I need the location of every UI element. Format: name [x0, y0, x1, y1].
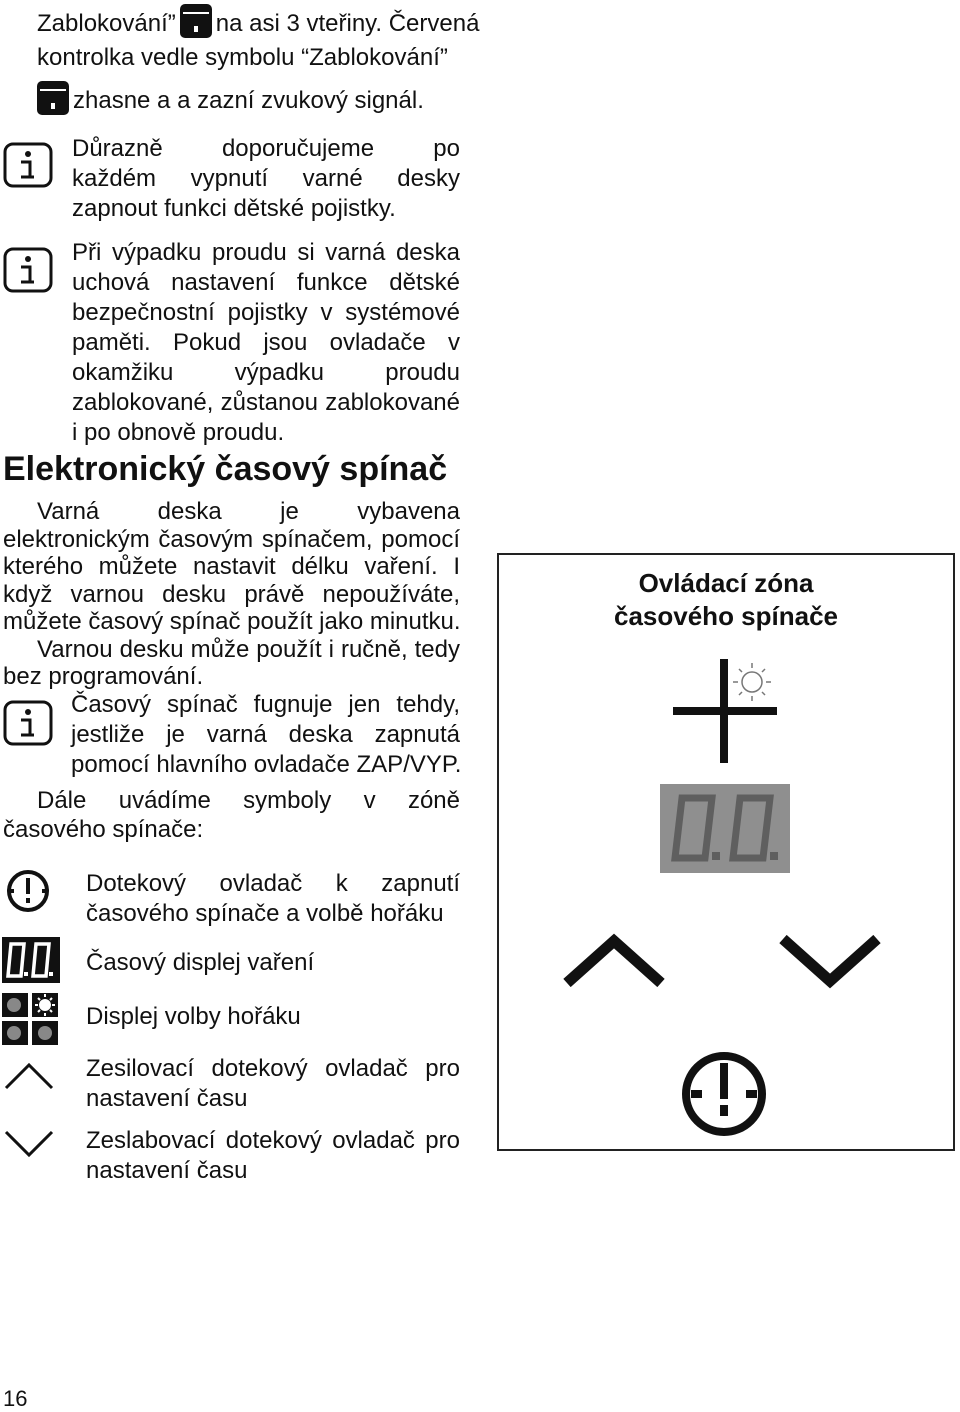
increase-button[interactable]	[563, 933, 665, 987]
section-heading: Elektronický časový spínač	[3, 450, 448, 488]
note-timer-condition	[71, 690, 460, 780]
note-power-failure	[72, 238, 460, 448]
note1-line: každém vypnutí varné desky	[72, 165, 460, 192]
para1-line: Varná deska je vybavena	[37, 498, 460, 525]
burner-cross-icon	[669, 651, 779, 763]
time-display-icon	[2, 937, 60, 983]
note3-line: pomocí hlavního ovladače ZAP/VYP.	[71, 751, 462, 778]
timer-display	[660, 784, 790, 873]
info-icon	[3, 247, 53, 293]
intro-text	[37, 4, 480, 116]
burner-select-icon	[2, 993, 58, 1045]
para3-line: časového spínače:	[3, 816, 204, 843]
symbol-item	[86, 948, 460, 978]
note3-line: jestliže je varná deska zapnutá	[71, 721, 460, 748]
chevron-up-icon	[4, 1062, 54, 1090]
symbol-item	[86, 1054, 460, 1114]
intro-line-3: zhasne a a zazní zvukový signál.	[73, 87, 424, 114]
info-icon	[3, 142, 53, 188]
panel-title-line: Ovládací zóna	[638, 568, 814, 598]
note2-line: bezpečnostní pojistky v systémové	[72, 299, 460, 326]
note2-line: zablokované, zůstanou zablokované	[72, 389, 460, 416]
seven-segment-display	[660, 784, 790, 873]
note-child-lock	[72, 134, 460, 224]
symbol-item	[86, 1002, 460, 1032]
note1-line: Důrazně doporučujeme po	[72, 135, 460, 162]
decrease-button[interactable]	[779, 935, 881, 989]
note2-line: uchová nastavení funkce dětské	[72, 269, 460, 296]
symbol-label: časového spínače a volbě hořáku	[86, 900, 444, 927]
note3-line: Časový spínač fugnuje jen tehdy,	[71, 691, 460, 718]
intro-line-2: kontrolka vedle symbolu “Zablokování”	[37, 44, 448, 71]
note2-line: Při výpadku proudu si varná deska	[72, 239, 460, 266]
intro-line-1a: Zablokování”	[37, 10, 176, 37]
timer-control-panel	[497, 553, 955, 1151]
lock-icon	[37, 81, 69, 115]
timer-select-button[interactable]	[679, 1049, 769, 1139]
chevron-up-icon	[567, 941, 661, 983]
panel-title	[499, 567, 953, 633]
page-number: 16	[3, 1386, 28, 1411]
note2-line: i po obnově proudu.	[72, 419, 285, 446]
symbol-label: Displej volby hořáku	[86, 1003, 301, 1030]
symbol-label: nastavení času	[86, 1157, 248, 1184]
symbol-label: Dotekový ovladač k zapnutí	[86, 870, 460, 897]
section-paragraph	[3, 498, 460, 691]
symbol-label: Časový displej vaření	[86, 949, 315, 976]
info-icon	[3, 700, 53, 746]
lock-icon	[180, 4, 212, 38]
symbols-intro	[3, 786, 460, 844]
para3-line: Dále uvádíme symboly v zóně	[37, 787, 460, 814]
symbol-label: nastavení času	[86, 1085, 248, 1112]
symbol-item	[86, 869, 460, 929]
para2-line: bez programování.	[3, 663, 204, 690]
symbol-label: Zesilovací dotekový ovladač pro	[86, 1055, 460, 1082]
note2-line: paměti. Pokud jsou ovladače v	[72, 329, 460, 356]
timer-select-icon	[3, 868, 53, 914]
panel-title-line: časového spínače	[614, 601, 838, 631]
symbol-item	[86, 1126, 460, 1186]
note2-line: okamžiku výpadku proudu	[72, 359, 460, 386]
chevron-down-icon	[4, 1130, 54, 1158]
symbol-label: Zeslabovací dotekový ovladač pro	[86, 1127, 460, 1154]
para1-line: elektronickým časovým spínačem, pomocí	[3, 525, 460, 553]
para1-line: můžete časový spínač použít jako minutku.	[3, 608, 461, 635]
intro-line-1b: na asi 3 vteřiny. Červená	[215, 10, 480, 37]
para1-line: kterého můžete nastavit délku vaření. I	[3, 553, 460, 580]
chevron-down-icon	[783, 939, 877, 981]
para1-line: když varnou desku právě nepoužíváte,	[3, 580, 460, 608]
note1-line: zapnout funkci dětské pojistky.	[72, 195, 396, 222]
para2-line: Varnou desku může použít i ručně, tedy	[37, 635, 460, 663]
